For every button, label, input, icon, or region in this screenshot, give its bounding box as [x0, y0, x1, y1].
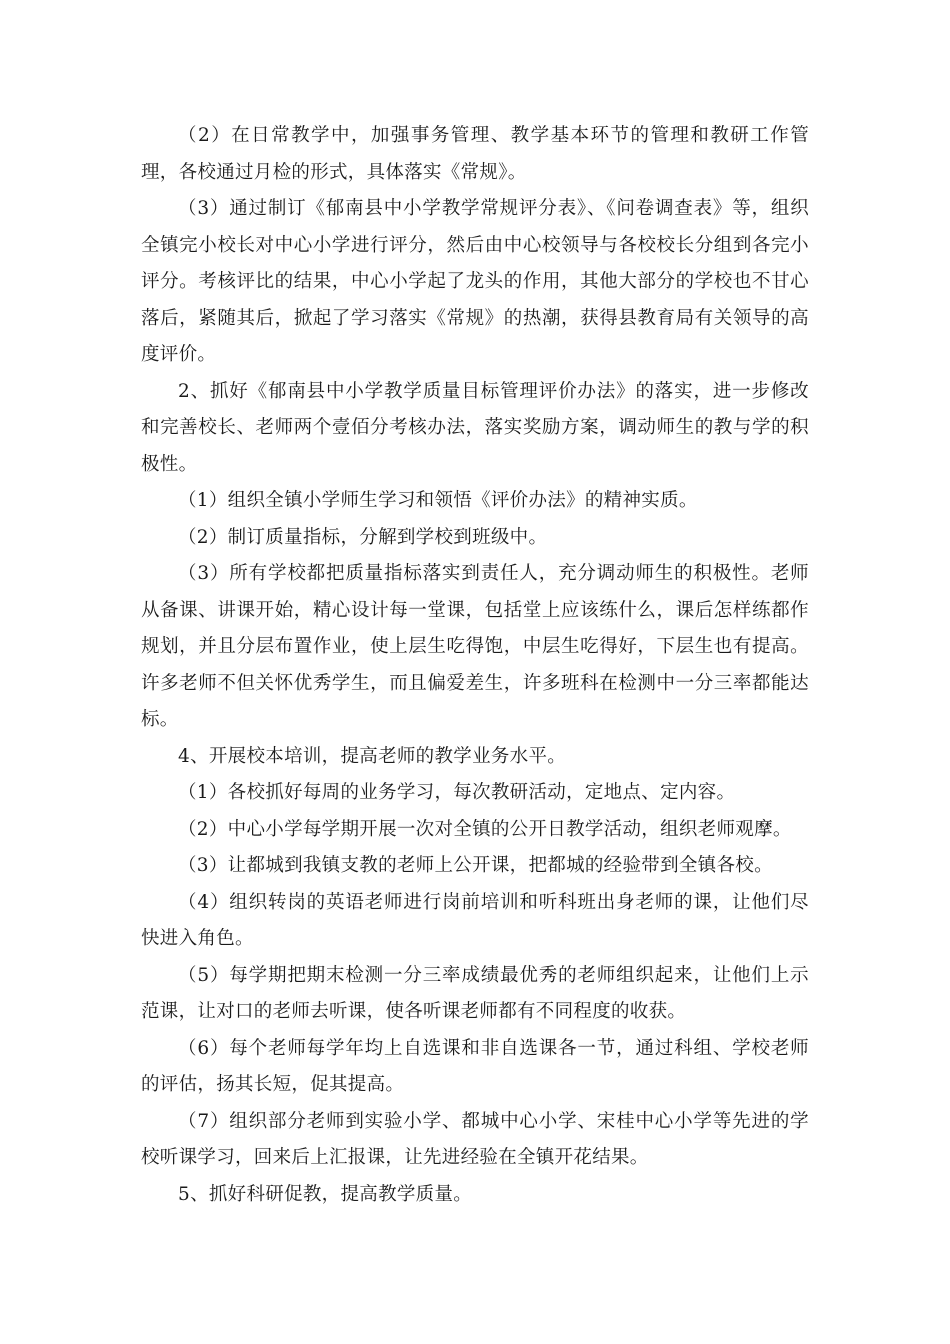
- paragraph-1-study-evaluation: （1）组织全镇小学师生学习和领悟《评价办法》的精神实质。: [178, 490, 698, 511]
- paragraph-2-daily-teaching: （2）在日常教学中，加强事务管理、教学基本环节的管理和教研工作管理，各校通过月检的形式，具体落实《常规》。: [141, 125, 809, 183]
- paragraph-6-elective-lessons: （6）每个老师每学年均上自选课和非自选课各一节，通过科组、学校老师的评估，扬其长短，促其提高。: [141, 1037, 809, 1095]
- paragraph-7-visit-schools: （7）组织部分老师到实验小学、都城中心小学、宋桂中心小学等先进的学校听课学习，回来后上汇报课，让先进经验在全镇开花结果。: [141, 1110, 809, 1168]
- paragraph-5-demo-lessons: （5）每学期把期末检测一分三率成绩最优秀的老师组织起来，让他们上示范课，让对口的老师去听课，使各听课老师都有不同程度的收获。: [141, 964, 809, 1022]
- paragraph-section-2-quality-management: 2、抓好《郁南县中小学教学质量目标管理评价办法》的落实，进一步修改和完善校长、老师两个壹佰分考核办法，落实奖励方案，调动师生的教与学的积极性。: [141, 380, 809, 475]
- paragraph-3-scoring-table: （3）通过制订《郁南县中小学教学常规评分表》、《问卷调查表》等，组织全镇完小校长对中心小学进行评分，然后由中心校领导与各校校长分组到各完小评分。考核评比的结果，中心小学起了龙头的作用，其他大部分的学校也不甘心落后，紧随其后，掀起了学习落实《常规》的热潮，获得县教育局有关领导的高度评价。: [141, 198, 809, 365]
- paragraph-1-weekly-study: （1）各校抓好每周的业务学习，每次教研活动，定地点、定内容。: [178, 782, 736, 803]
- paragraph-section-5-research: 5、抓好科研促教，提高教学质量。: [178, 1183, 473, 1205]
- paragraph-section-4-school-training: 4、开展校本培训，提高老师的教学业务水平。: [178, 745, 567, 767]
- paragraph-2-open-day: （2）中心小学每学期开展一次对全镇的公开日教学活动，组织老师观摩。: [178, 818, 792, 840]
- document-body: [141, 118, 809, 1213]
- paragraph-3-support-teachers: （3）让都城到我镇支教的老师上公开课，把都城的经验带到全镇各校。: [178, 855, 773, 876]
- paragraph-3-responsibility: （3）所有学校都把质量指标落实到责任人，充分调动师生的积极性。老师从备课、讲课开始，精心设计每一堂课，包括堂上应该练什么，课后怎样练都作规划，并且分层布置作业，使上层生吃得饱，中层生吃得好，下层生也有提高。许多老师不但关怀优秀学生，而且偏爱差生，许多班科在检测中一分三率都能达标。: [141, 563, 809, 730]
- paragraph-2-quality-targets: （2）制订质量指标，分解到学校到班级中。: [178, 526, 548, 548]
- paragraph-4-english-training: （4）组织转岗的英语老师进行岗前培训和听科班出身老师的课，让他们尽快进入角色。: [141, 891, 809, 949]
